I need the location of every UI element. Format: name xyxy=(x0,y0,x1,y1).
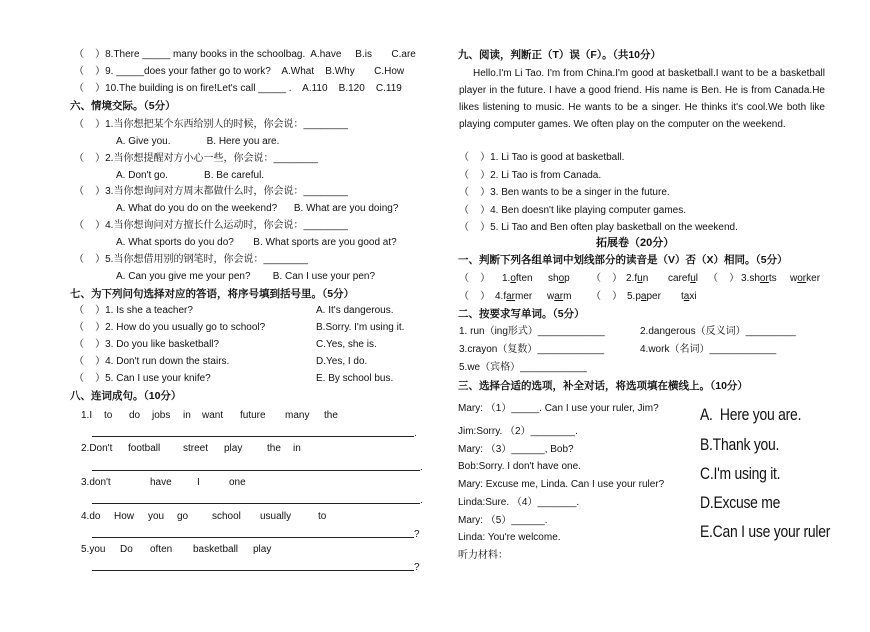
sec7-q5: （ ）5. Can I use your knife? xyxy=(74,373,211,384)
sec7-q1: （ ）1. Is she a teacher? xyxy=(74,305,193,316)
dialog-line-6: Linda:Sure. （4）_______. xyxy=(458,497,580,508)
ext2-q5: 5.we（宾格）____________ xyxy=(459,362,587,373)
word: future xyxy=(240,410,266,421)
word: 1.I xyxy=(81,410,93,421)
ext2-q2: 2.dangerous（反义词）_________ xyxy=(640,326,796,337)
word: you xyxy=(148,511,165,522)
section-7-title: 七、为下列问句选择对应的答语，将序号填到括号里。（5分） xyxy=(70,288,355,300)
word: to xyxy=(104,410,113,421)
word: 4.do xyxy=(81,511,101,522)
extension-title: 拓展卷（20分） xyxy=(596,237,675,249)
word: 3.don't xyxy=(81,477,111,488)
sec9-q2: （ ）2. Li Tao is from Canada. xyxy=(459,170,602,181)
word-3b: worker xyxy=(790,273,821,284)
word: play xyxy=(253,544,272,555)
section-6-title: 六、情境交际。（5分） xyxy=(70,100,176,112)
word: in xyxy=(293,443,301,454)
word: to xyxy=(318,511,327,522)
word: school xyxy=(212,511,241,522)
word: the xyxy=(267,443,281,454)
word: in xyxy=(183,410,191,421)
answer-line[interactable] xyxy=(92,570,414,571)
dialog-line-5: Mary: Excuse me, Linda. Can I use your ruler? xyxy=(458,479,665,490)
word-1b: shop xyxy=(548,273,570,284)
word: often xyxy=(150,544,173,555)
paren: （ ） xyxy=(459,273,491,284)
word-5b: taxi xyxy=(681,291,697,302)
word-2a: 2.fun xyxy=(626,273,649,284)
sec6-q4-options: A. What sports do you do? B. What sports are you good at? xyxy=(116,237,397,248)
sec6-q1-options: A. Give you. B. Here you are. xyxy=(116,136,280,147)
sec6-q4: （ ）4.当你想询问对方擅长什么运动时，你会说：________ xyxy=(74,220,348,231)
reading-passage: Hello.I'm Li Tao. I'm from China.I'm good at basketball.I want to be a basketball player in the future. I have a good friend. His name is Ben. He is from Canada.He likes listening to music. He wants to be a singer. He thinks it's cool.We both like playing computer games. We often play on the computer on the weekend. xyxy=(459,68,825,130)
word: 2.Don't xyxy=(81,443,113,454)
sec6-q2-options: A. Don't go. B. Be careful. xyxy=(116,170,265,181)
word: many xyxy=(285,410,310,421)
word-2b: careful xyxy=(668,273,699,284)
question-9: （ ）9. _____does your father go to work? A.What B.Why C.How xyxy=(74,66,405,77)
line-end: . xyxy=(420,495,423,506)
word-5a: 5.paper xyxy=(627,291,661,302)
word-4b: warm xyxy=(547,291,572,302)
line-end: . xyxy=(414,428,417,439)
word: Do xyxy=(120,544,133,555)
word: usually xyxy=(260,511,292,522)
word-4a: 4.farmer xyxy=(495,291,533,302)
answer-line[interactable] xyxy=(92,470,420,471)
sec6-q5: （ ）5.当你想借用别的钢笔时，你会说：________ xyxy=(74,254,308,265)
sec7-c: C.Yes, she is. xyxy=(316,339,377,350)
word: play xyxy=(224,443,243,454)
option-d: D.Excuse me xyxy=(700,493,781,512)
word: basketball xyxy=(193,544,239,555)
line-end: ? xyxy=(414,562,420,573)
word: do xyxy=(129,410,141,421)
word-3a: 3.shorts xyxy=(741,273,777,284)
sec7-d: D.Yes, I do. xyxy=(316,356,368,367)
ext3-title: 三、选择合适的选项，补全对话，将选项填在横线上。（10分） xyxy=(458,380,748,392)
word-1a: 1.often xyxy=(502,273,533,284)
section-9-title: 九、阅读，判断正（T）误（F）。（共10分） xyxy=(458,49,662,61)
word: want xyxy=(202,410,224,421)
ext2-title: 二、按要求写单词。（5分） xyxy=(458,308,585,320)
ext1-title: 一、判断下列各组单词中划线部分的读音是（V）否（X）相同。（5分） xyxy=(458,254,788,266)
dialog-line-4: Bob:Sorry. I don't have one. xyxy=(458,461,581,472)
answer-line[interactable] xyxy=(92,503,420,504)
word: How xyxy=(114,511,135,522)
sec9-q4: （ ）4. Ben doesn't like playing computer games. xyxy=(459,205,687,216)
word: 5.you xyxy=(81,544,106,555)
line-end: . xyxy=(420,462,423,473)
word: jobs xyxy=(152,410,171,421)
word: go xyxy=(177,511,189,522)
answer-line[interactable] xyxy=(92,436,414,437)
sec9-q1: （ ）1. Li Tao is good at basketball. xyxy=(459,152,625,163)
answer-line[interactable] xyxy=(92,537,414,538)
dialog-line-8: Linda: You're welcome. xyxy=(458,532,561,543)
sec7-e: E. By school bus. xyxy=(316,373,394,384)
section-8-title: 八、连词成句。（10分） xyxy=(70,390,182,402)
word: I xyxy=(197,477,200,488)
paren: （ ） xyxy=(708,273,740,284)
sec7-q2: （ ）2. How do you usually go to school? xyxy=(74,322,266,333)
paren: （ ） xyxy=(591,273,623,284)
paren: （ ） xyxy=(459,291,491,302)
sec7-a: A. It's dangerous. xyxy=(316,305,394,316)
option-c: C.I'm using it. xyxy=(700,464,781,483)
option-a: A. Here you are. xyxy=(700,405,802,424)
ext2-q3: 3.crayon（复数）____________ xyxy=(459,344,605,355)
word: one xyxy=(229,477,246,488)
sec7-b: B.Sorry. I'm using it. xyxy=(316,322,405,333)
sec9-q3: （ ）3. Ben wants to be a singer in the future. xyxy=(459,187,670,198)
word: football xyxy=(128,443,161,454)
dialog-line-1: Mary: （1）_____. Can I use your ruler, Jim? xyxy=(458,403,659,414)
option-e: E.Can I use your ruler xyxy=(700,522,831,541)
question-10: （ ）10.The building is on fire!Let's call _____ . A.110 B.120 C.119 xyxy=(74,83,402,94)
listening-label: 听力材料： xyxy=(458,550,508,561)
sec9-q5: （ ）5. Li Tao and Ben often play basketball on the weekend. xyxy=(459,222,738,233)
sec6-q1: （ ）1.当你想把某个东西给别人的时候，你会说：________ xyxy=(74,119,348,130)
sec6-q5-options: A. Can you give me your pen? B. Can I use your pen? xyxy=(116,271,376,282)
word: street xyxy=(183,443,209,454)
dialog-line-7: Mary: （5）______. xyxy=(458,515,548,526)
sec7-q3: （ ）3. Do you like basketball? xyxy=(74,339,220,350)
line-end: ? xyxy=(414,529,420,540)
sec6-q3-options: A. What do you do on the weekend? B. What are you doing? xyxy=(116,203,399,214)
question-8: （ ）8.There _____ many books in the schoolbag. A.have B.is C.are xyxy=(74,49,416,60)
ext2-q4: 4.work（名词）____________ xyxy=(640,344,777,355)
paren: （ ） xyxy=(591,291,623,302)
ext2-q1: 1. run（ing形式）____________ xyxy=(459,326,605,337)
word: the xyxy=(324,410,338,421)
option-b: B.Thank you. xyxy=(700,435,780,454)
sec6-q2: （ ）2.当你想提醒对方小心一些，你会说：________ xyxy=(74,153,318,164)
sec6-q3: （ ）3.当你想询问对方周末都做什么时，你会说：________ xyxy=(74,186,348,197)
sec8-row-5 xyxy=(0,545,860,567)
word: have xyxy=(150,477,172,488)
dialog-line-2: Jim:Sorry. （2）________. xyxy=(458,426,578,437)
dialog-line-3: Mary: （3）______, Bob? xyxy=(458,444,574,455)
sec7-q4: （ ）4. Don't run down the stairs. xyxy=(74,356,230,367)
